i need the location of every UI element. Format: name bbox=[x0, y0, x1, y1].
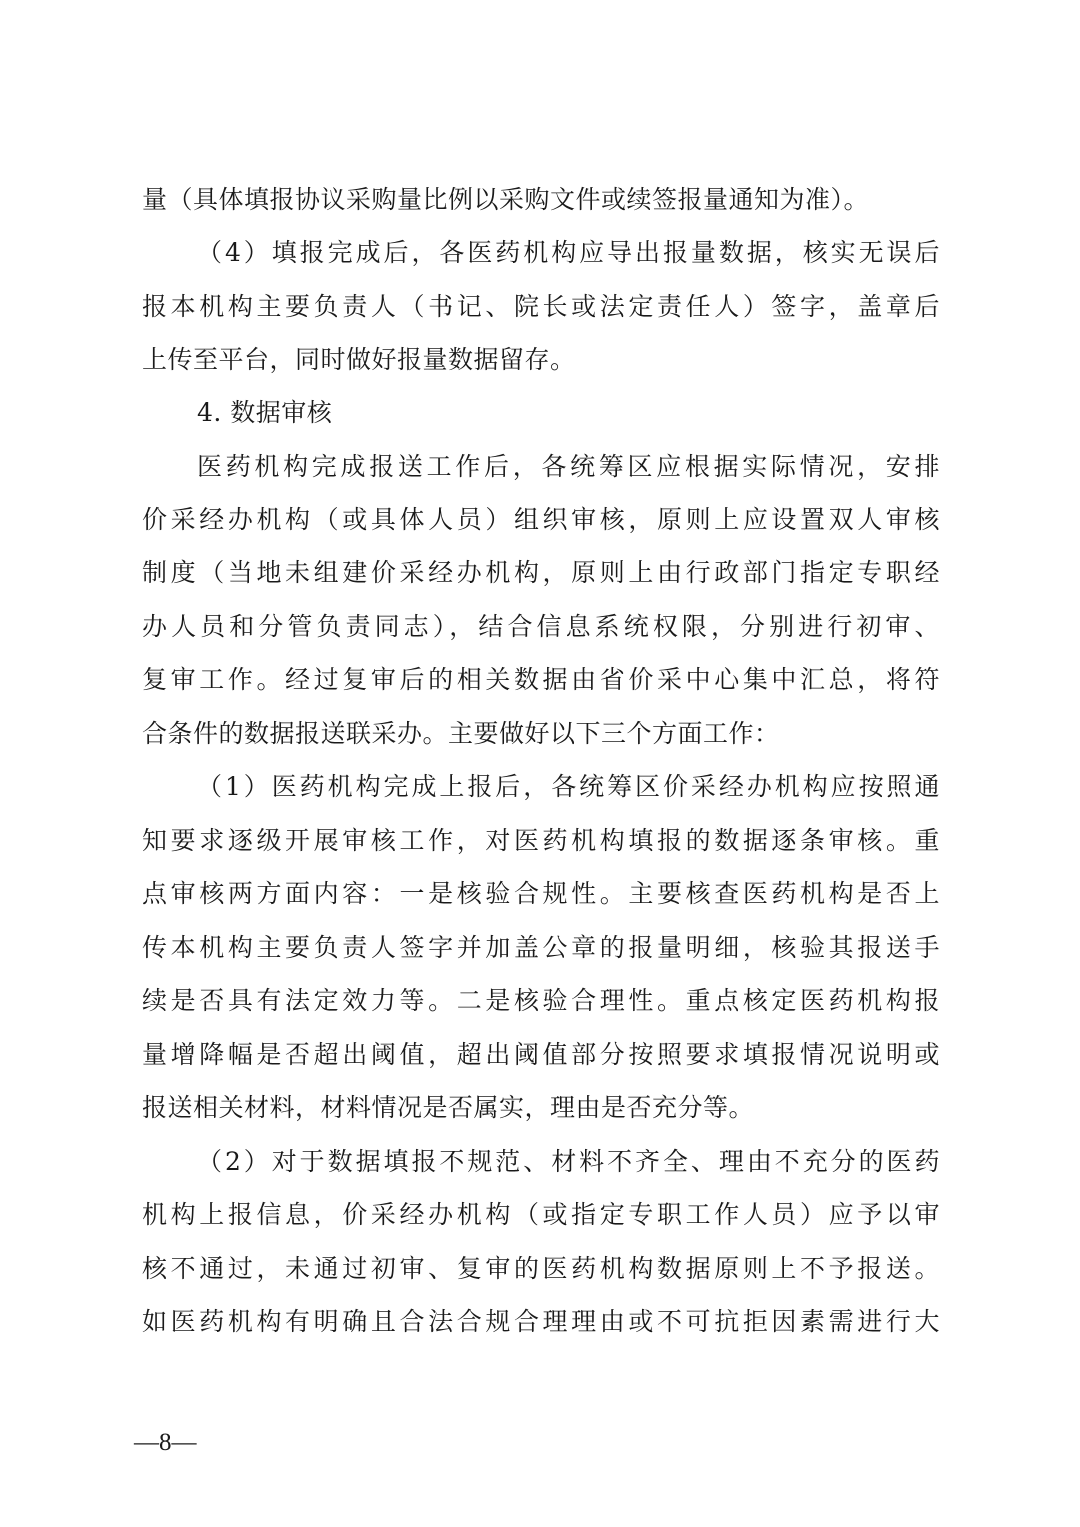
paragraph-line: 量增降幅是否超出阈值，超出阈值部分按照要求填报情况说明或 bbox=[142, 1040, 940, 1069]
paragraph-line: （4）填报完成后，各医药机构应导出报量数据，核实无误后 bbox=[197, 238, 940, 267]
paragraph-line: 办人员和分管负责同志），结合信息系统权限，分别进行初审、 bbox=[142, 612, 940, 641]
paragraph-line: 续是否具有法定效力等。二是核验合理性。重点核定医药机构报 bbox=[142, 986, 940, 1015]
paragraph-line: 报送相关材料，材料情况是否属实，理由是否充分等。 bbox=[142, 1093, 755, 1122]
paragraph-line: 传本机构主要负责人签字并加盖公章的报量明细，核验其报送手 bbox=[142, 933, 940, 962]
paragraph-line: （1）医药机构完成上报后，各统筹区价采经办机构应按照通 bbox=[197, 772, 940, 801]
paragraph-line: 量（具体填报协议采购量比例以采购文件或续签报量通知为准）。 bbox=[142, 185, 870, 214]
paragraph-line: 上传至平台，同时做好报量数据留存。 bbox=[142, 345, 576, 374]
paragraph-line: （2）对于数据填报不规范、材料不齐全、理由不充分的医药 bbox=[197, 1147, 940, 1176]
paragraph-line: 价采经办机构（或具体人员）组织审核，原则上应设置双人审核 bbox=[142, 505, 940, 534]
paragraph-line: 点审核两方面内容：一是核验合规性。主要核查医药机构是否上 bbox=[142, 879, 940, 908]
paragraph-line: 知要求逐级开展审核工作，对医药机构填报的数据逐条审核。重 bbox=[142, 826, 940, 855]
paragraph-line: 复审工作。经过复审后的相关数据由省价采中心集中汇总，将符 bbox=[142, 665, 940, 694]
paragraph-line: 报本机构主要负责人（书记、院长或法定责任人）签字，盖章后 bbox=[142, 292, 940, 321]
paragraph-line: 如医药机构有明确且合法合规合理理由或不可抗拒因素需进行大 bbox=[142, 1307, 940, 1336]
paragraph-line: 医药机构完成报送工作后，各统筹区应根据实际情况，安排 bbox=[197, 452, 940, 481]
section-heading: 4. 数据审核 bbox=[197, 398, 333, 427]
paragraph-line: 制度（当地未组建价采经办机构，原则上由行政部门指定专职经 bbox=[142, 558, 940, 587]
paragraph-line: 机构上报信息，价采经办机构（或指定专职工作人员）应予以审 bbox=[142, 1200, 940, 1229]
paragraph-line: 合条件的数据报送联采办。主要做好以下三个方面工作： bbox=[142, 719, 780, 748]
page-number: —8— bbox=[134, 1429, 197, 1456]
paragraph-line: 核不通过，未通过初审、复审的医药机构数据原则上不予报送。 bbox=[142, 1254, 940, 1283]
